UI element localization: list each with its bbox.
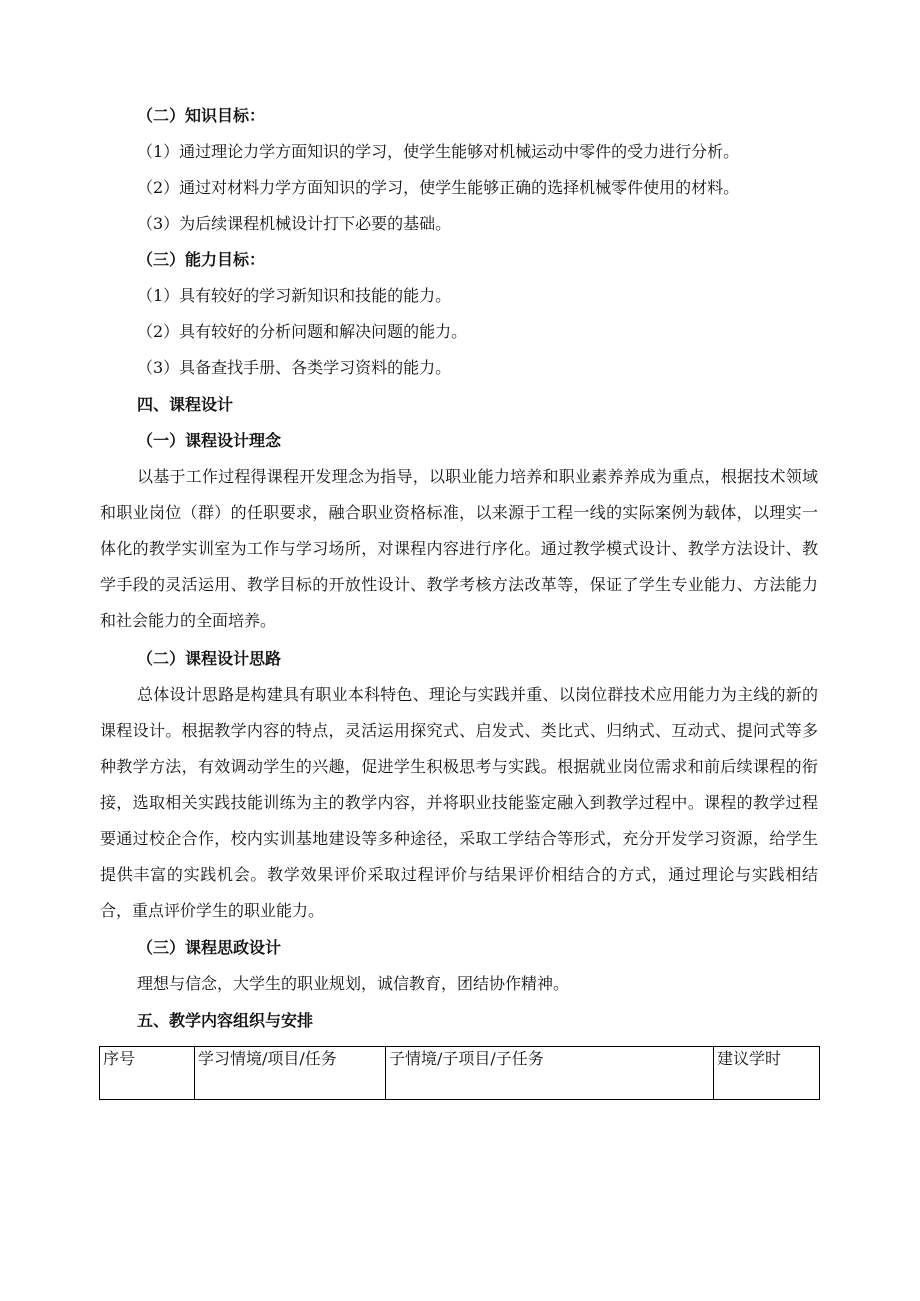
design-approach-paragraph: 总体设计思路是构建具有职业本科特色、理论与实践并重、以岗位群技术应用能力为主线的新的课程设计。根据教学内容的特点，灵活运用探究式、启发式、类比式、归纳式、互动式、提问式等多种教学方法，有效调动学生的兴趣，促进学生积极思考与实践。根据就业岗位需求和前后续课程的衔接，选取相关实践技能训练为主的教学内容，并将职业技能鉴定融入到教学过程中。课程的教学过程要通过校企合作，校内实训基地建设等多种途径，采取工学结合等形式，充分开发学习资源，给学生提供丰富的实践机会。教学效果评价采取过程评价与结果评价相结合的方式，通过理论与实践相结合，重点评价学生的职业能力。 xyxy=(100,685,818,920)
table-header-suggested-hours: 建议学时 xyxy=(714,1047,820,1100)
design-concept-paragraph: 以基于工作过程得课程开发理念为指导，以职业能力培养和职业素养养成为重点，根据技术领域和职业岗位（群）的任职要求，融合职业资格标准，以来源于工程一线的实际案例为载体，以理实一体化的教学实训室为工作与学习场所，对课程内容进行序化。通过教学模式设计、教学方法设计、教学手段的灵活运用、教学目标的开放性设计、教学考核方法改革等，保证了学生专业能力、方法能力和社会能力的全面培养。 xyxy=(100,467,818,630)
table-header-index: 序号 xyxy=(100,1047,195,1100)
knowledge-item-2: （2）通过对材料力学方面知识的学习，使学生能够正确的选择机械零件使用的材料。 xyxy=(137,178,740,197)
knowledge-objectives-heading: （二）知识目标： xyxy=(137,106,266,125)
knowledge-item-3: （3）为后续课程机械设计打下必要的基础。 xyxy=(137,214,452,233)
ability-item-2: （2）具有较好的分析问题和解决问题的能力。 xyxy=(137,322,468,341)
table-header-sub-context: 子情境/子项目/子任务 xyxy=(386,1047,714,1100)
table-header-learning-context: 学习情境/项目/任务 xyxy=(195,1047,386,1100)
section-5-heading: 五、教学内容组织与安排 xyxy=(137,1011,314,1030)
table-header-row xyxy=(100,1047,820,1100)
design-concept-heading: （一）课程设计理念 xyxy=(137,431,282,450)
knowledge-item-1: （1）通过理论力学方面知识的学习，使学生能够对机械运动中零件的受力进行分析。 xyxy=(137,142,740,161)
section-4-heading: 四、课程设计 xyxy=(137,395,234,414)
ideology-design-paragraph: 理想与信念，大学生的职业规划，诚信教育，团结协作精神。 xyxy=(137,974,570,993)
ability-item-3: （3）具备查找手册、各类学习资料的能力。 xyxy=(137,358,452,377)
ability-item-1: （1）具有较好的学习新知识和技能的能力。 xyxy=(137,286,452,305)
teaching-content-table xyxy=(99,1046,820,1100)
design-approach-heading: （二）课程设计思路 xyxy=(137,649,282,668)
ideology-design-heading: （三）课程思政设计 xyxy=(137,938,282,957)
ability-objectives-heading: （三）能力目标： xyxy=(137,250,266,269)
